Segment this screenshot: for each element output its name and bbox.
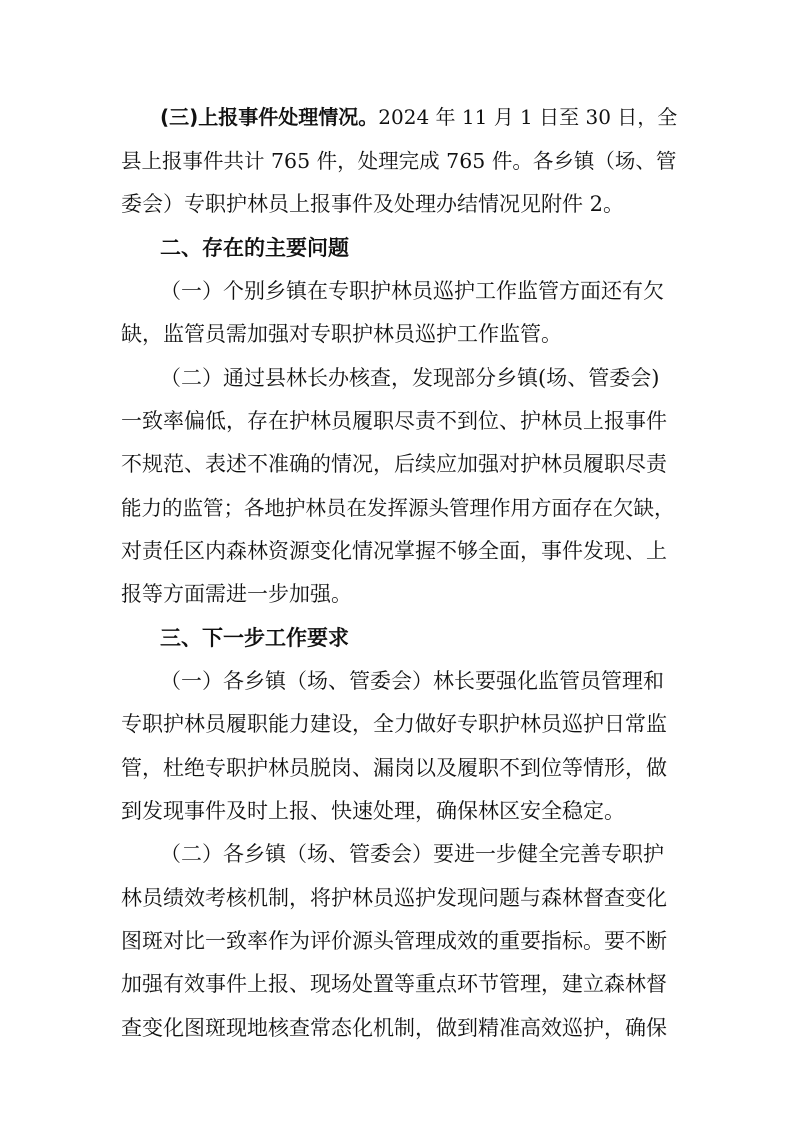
- section-three-item2-line-4: 加强有效事件上报、现场处置等重点环节管理，建立森林督: [121, 972, 667, 996]
- section-two-item2-line-3: 不规范、表述不准确的情况，后续应加强对护林员履职尽责: [121, 452, 667, 476]
- section-three-item1-line-2: 专职护林员履职能力建设，全力做好专职护林员巡护日常监: [121, 712, 667, 736]
- section-two-item2-line-2: 一致率偏低，存在护林员履职尽责不到位、护林员上报事件: [121, 409, 667, 433]
- section-two-item2-line-4: 能力的监管；各地护林员在发挥源头管理作用方面存在欠缺，: [121, 496, 675, 520]
- section-three-item2-line-1: （二）各乡镇（场、管委会）要进一步健全完善专职护: [160, 842, 664, 866]
- section-two-item2-line-1: （二）通过县林长办核查，发现部分乡镇(场、管委会): [160, 366, 660, 390]
- section-two-title: 二、存在的主要问题: [160, 236, 349, 260]
- section-c-line-3: 委会）专职护林员上报事件及处理办结情况见附件 2。: [121, 192, 625, 216]
- section-three-item2-line-2: 林员绩效考核机制，将护林员巡护发现问题与森林督查变化: [121, 886, 667, 910]
- section-two-item1-line-1: （一）个别乡镇在专职护林员巡护工作监管方面还有欠: [160, 279, 664, 303]
- section-three-item1-line-4: 到发现事件及时上报、快速处理，确保林区安全稳定。: [121, 799, 625, 823]
- section-c-heading: (三)上报事件处理情况。: [160, 105, 379, 129]
- section-c-line-1-text: 2024 年 11 月 1 日至 30 日，全: [378, 105, 678, 129]
- section-c-line-1: [160, 102, 677, 132]
- section-two-item2-line-6: 报等方面需进一步加强。: [121, 582, 352, 606]
- section-three-item1-line-1: （一）各乡镇（场、管委会）林长要强化监管员管理和: [160, 669, 664, 693]
- section-three-title: 三、下一步工作要求: [160, 626, 349, 650]
- section-three-item1-line-3: 管，杜绝专职护林员脱岗、漏岗以及履职不到位等情形，做: [121, 756, 667, 780]
- section-three-item2-line-3: 图斑对比一致率作为评价源头管理成效的重要指标。要不断: [121, 929, 667, 953]
- section-c-line-2: 县上报事件共计 765 件，处理完成 765 件。各乡镇（场、管: [121, 149, 677, 173]
- section-two-item2-line-5: 对责任区内森林资源变化情况掌握不够全面，事件发现、上: [121, 539, 667, 563]
- section-three-item2-line-5: 查变化图斑现地核查常态化机制，做到精准高效巡护，确保: [121, 1016, 667, 1040]
- section-two-item1-line-2: 缺，监管员需加强对专职护林员巡护工作监管。: [121, 322, 562, 346]
